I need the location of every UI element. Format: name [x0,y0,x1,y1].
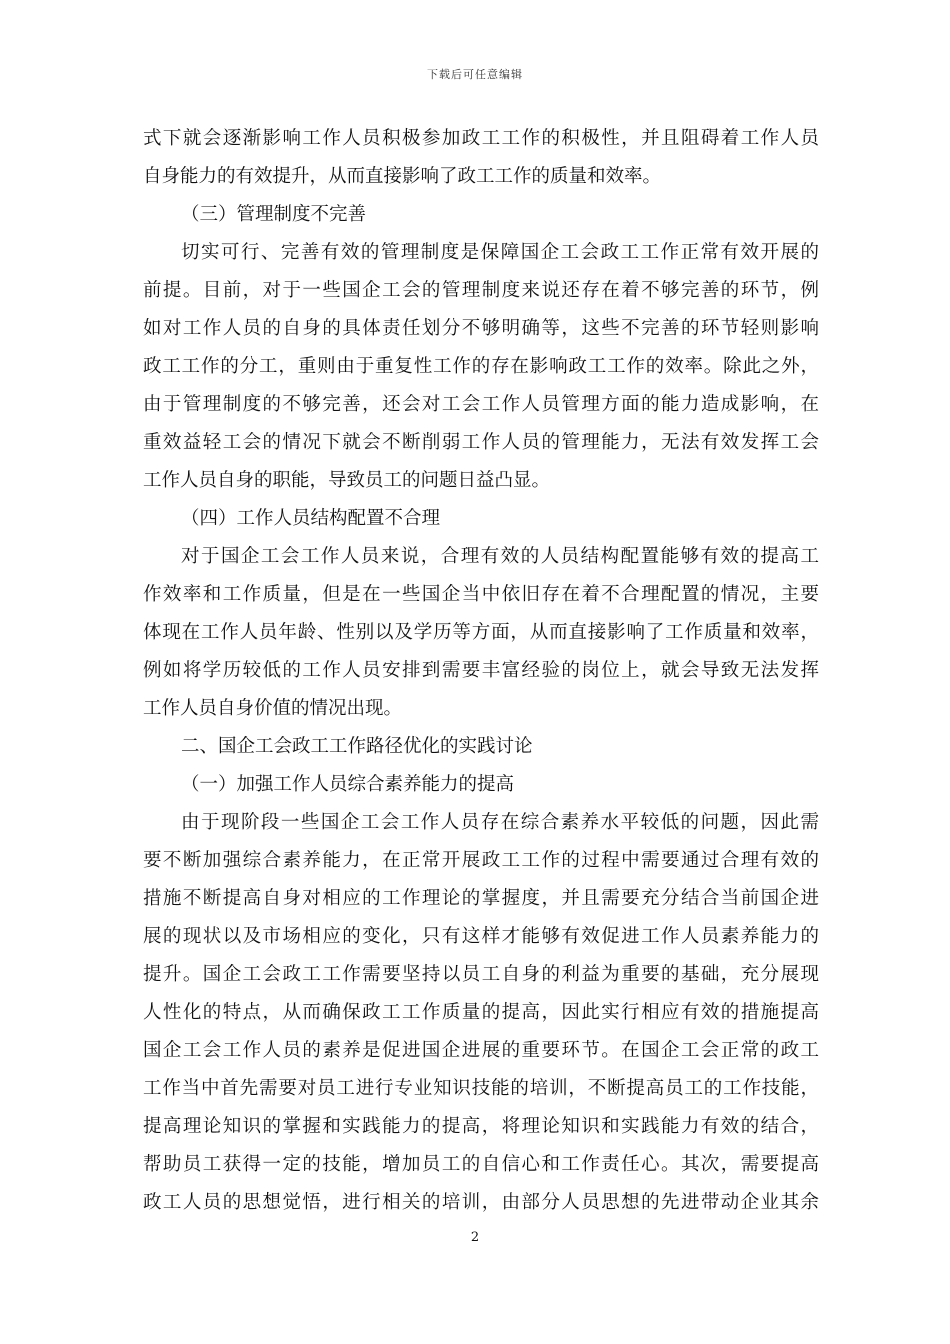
page-header: 下载后可任意编辑 [427,68,523,81]
paragraph-line: 国企工会工作人员的素养是促进国企进展的重要环节。在国企工会正常的政工 [143,1040,819,1061]
paragraph-line: 政工人员的思想觉悟，进行相关的培训，由部分人员思想的先进带动企业其余 [143,1192,819,1213]
chapter-heading: 二、国企工会政工工作路径优化的实践讨论 [181,736,533,757]
paragraph-line: 如对工作人员的自身的具体责任划分不够明确等，这些不完善的环节轻则影响 [143,318,819,339]
document-body [143,120,819,1222]
paragraph-line: 工作人员自身的职能，导致员工的问题日益凸显。 [143,470,551,491]
section-heading: （一）加强工作人员综合素养能力的提高 [181,774,515,795]
page-number: 2 [470,1230,480,1245]
paragraph-line: 工作人员自身价值的情况出现。 [143,698,403,719]
paragraph-line: 体现在工作人员年龄、性别以及学历等方面，从而直接影响了工作质量和效率， [143,622,819,643]
paragraph-line: 切实可行、完善有效的管理制度是保障国企工会政工工作正常有效开展的 [181,242,819,263]
section-heading: （三）管理制度不完善 [181,204,367,225]
paragraph-line: 提升。国企工会政工工作需要坚持以员工自身的利益为重要的基础，充分展现 [143,964,819,985]
paragraph-line: 自身能力的有效提升，从而直接影响了政工工作的质量和效率。 [143,166,662,187]
paragraph-line: 重效益轻工会的情况下就会不断削弱工作人员的管理能力，无法有效发挥工会 [143,432,819,453]
paragraph-line: 帮助员工获得一定的技能，增加员工的自信心和工作责任心。其次，需要提高 [143,1154,819,1175]
section-heading: （四）工作人员结构配置不合理 [181,508,441,529]
paragraph-line: 由于管理制度的不够完善，还会对工会工作人员管理方面的能力造成影响，在 [143,394,819,415]
paragraph-line: 对于国企工会工作人员来说，合理有效的人员结构配置能够有效的提高工 [181,546,819,567]
paragraph-line: 措施不断提高自身对相应的工作理论的掌握度，并且需要充分结合当前国企进 [143,888,819,909]
paragraph-line: 式下就会逐渐影响工作人员积极参加政工工作的积极性，并且阻碍着工作人员 [143,128,819,149]
paragraph-line: 例如将学历较低的工作人员安排到需要丰富经验的岗位上，就会导致无法发挥 [143,660,819,681]
paragraph-line: 工作当中首先需要对员工进行专业知识技能的培训，不断提高员工的工作技能， [143,1078,819,1099]
paragraph-line: 作效率和工作质量，但是在一些国企当中依旧存在着不合理配置的情况，主要 [143,584,819,605]
paragraph-line: 提高理论知识的掌握和实践能力的提高，将理论知识和实践能力有效的结合， [143,1116,819,1137]
paragraph-line: 人性化的特点，从而确保政工工作质量的提高，因此实行相应有效的措施提高 [143,1002,819,1023]
paragraph-line: 政工工作的分工，重则由于重复性工作的存在影响政工工作的效率。除此之外， [143,356,819,377]
paragraph-line: 要不断加强综合素养能力，在正常开展政工工作的过程中需要通过合理有效的 [143,850,819,871]
paragraph-line: 展的现状以及市场相应的变化，只有这样才能够有效促进工作人员素养能力的 [143,926,819,947]
paragraph-line: 由于现阶段一些国企工会工作人员存在综合素养水平较低的问题，因此需 [181,812,819,833]
paragraph-line: 前提。目前，对于一些国企工会的管理制度来说还存在着不够完善的环节，例 [143,280,819,301]
